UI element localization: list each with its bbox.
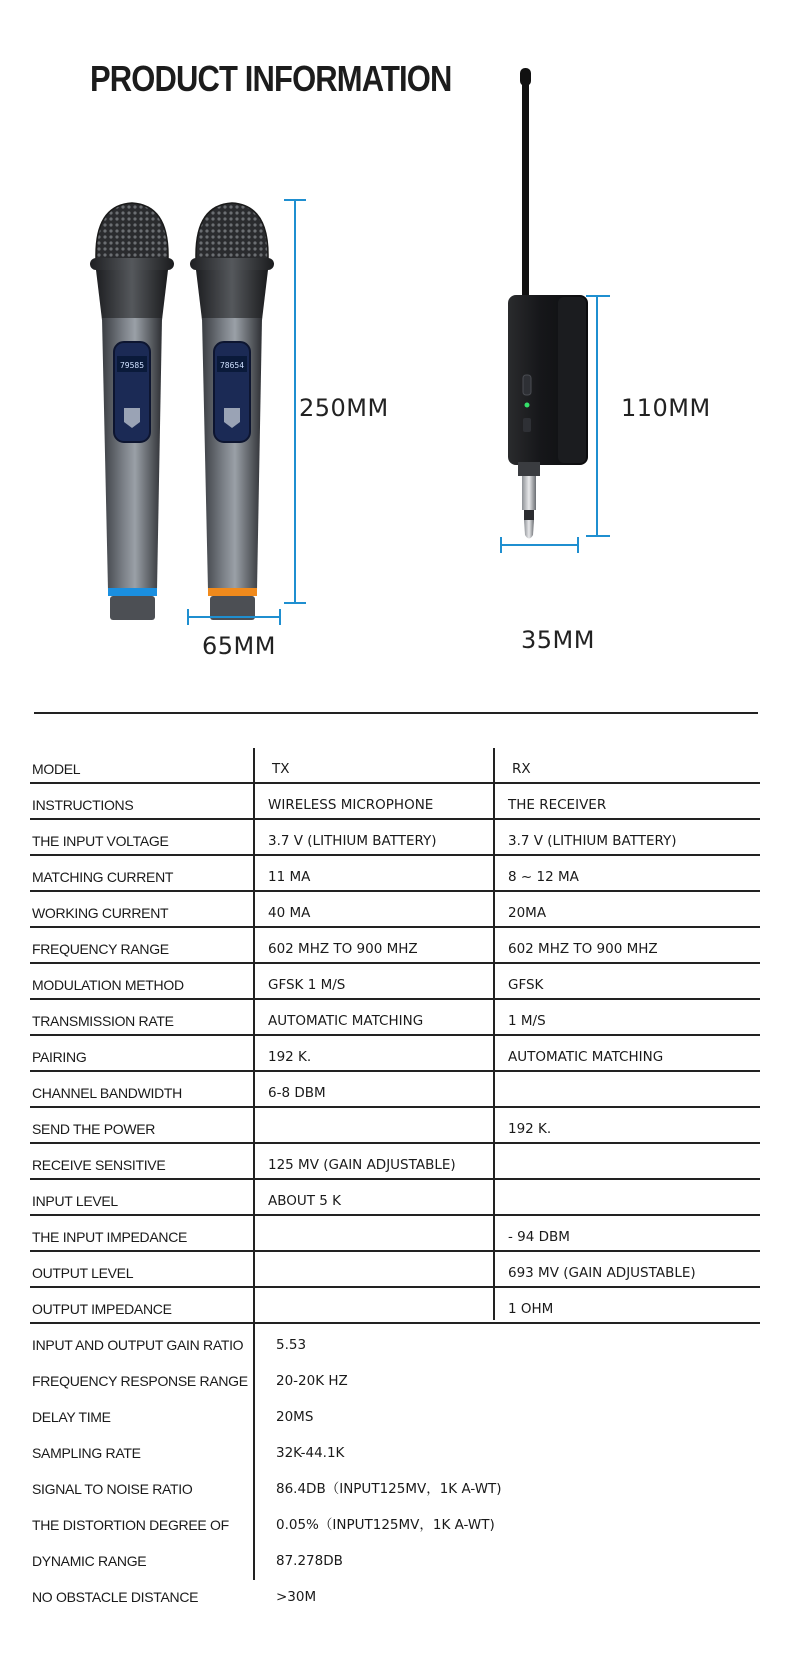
spec-value: 86.4DB（INPUT125MV，1K A-WT) <box>276 1481 502 1497</box>
spec-label: OUTPUT LEVEL <box>32 1265 134 1281</box>
spec-rx-value: AUTOMATIC MATCHING <box>508 1049 664 1065</box>
spec-value: >30M <box>276 1589 317 1605</box>
header-tx: TX <box>272 761 290 777</box>
table-row <box>30 892 760 928</box>
table-row <box>30 1252 760 1288</box>
spec-value: 87.278DB <box>276 1553 343 1569</box>
spec-label: DYNAMIC RANGE <box>32 1553 147 1569</box>
spec-rx-value: 1 M/S <box>508 1013 546 1029</box>
spec-label: CHANNEL BANDWIDTH <box>32 1085 182 1101</box>
spec-rx-value <box>502 1144 760 1178</box>
spec-rx-value: 3.7 V (LITHIUM BATTERY) <box>508 833 677 849</box>
spec-rx-value: 1 OHM <box>508 1301 554 1317</box>
spec-label: PAIRING <box>32 1049 87 1065</box>
spec-tx-value: 40 MA <box>268 905 311 921</box>
spec-label: NO OBSTACLE DISTANCE <box>32 1589 199 1605</box>
table-row <box>30 1576 760 1612</box>
spec-label: INPUT AND OUTPUT GAIN RATIO <box>32 1337 244 1353</box>
spec-label: FREQUENCY RANGE <box>32 941 169 957</box>
spec-tx-value <box>262 1216 502 1250</box>
spec-tx-value: GFSK 1 M/S <box>268 977 346 993</box>
spec-rx-value: 602 MHZ TO 900 MHZ <box>508 941 658 957</box>
spec-tx-value <box>262 1288 502 1322</box>
table-row <box>30 1000 760 1036</box>
spec-label: THE INPUT VOLTAGE <box>32 833 169 849</box>
spec-tx-value: 192 K. <box>268 1049 312 1065</box>
spec-value: 20MS <box>276 1409 314 1425</box>
spec-label: INPUT LEVEL <box>32 1193 118 1209</box>
spec-rx-value: - 94 DBM <box>508 1229 570 1245</box>
spec-rx-value: 192 K. <box>508 1121 552 1137</box>
spec-rx-value: GFSK <box>508 977 544 993</box>
table-row <box>30 928 760 964</box>
spec-label: MODULATION METHOD <box>32 977 184 993</box>
table-row <box>30 1396 760 1432</box>
spec-tx-value: WIRELESS MICROPHONE <box>268 797 434 813</box>
spec-rx-value: 8 ~ 12 MA <box>508 869 579 885</box>
spec-label: SAMPLING RATE <box>32 1445 141 1461</box>
spec-label: THE DISTORTION DEGREE OF <box>32 1517 229 1533</box>
table-row <box>30 964 760 1000</box>
table-row <box>30 1540 760 1576</box>
section-divider <box>34 712 758 714</box>
spec-label: FREQUENCY RESPONSE RANGE <box>32 1373 248 1389</box>
spec-label: SEND THE POWER <box>32 1121 156 1137</box>
mic-width-label: 65MM <box>202 632 276 660</box>
table-row <box>30 1180 760 1216</box>
spec-tx-value: 6-8 DBM <box>268 1085 326 1101</box>
table-row <box>30 1144 760 1180</box>
table-row <box>30 1324 760 1360</box>
table-row <box>30 1108 760 1144</box>
microphone-right <box>190 203 274 620</box>
table-row <box>30 1360 760 1396</box>
header-rx: RX <box>512 761 531 777</box>
spec-tx-value <box>262 1108 502 1142</box>
receiver-unit <box>508 68 588 539</box>
table-row <box>30 784 760 820</box>
spec-label: WORKING CURRENT <box>32 905 169 921</box>
spec-value: 32K-44.1K <box>276 1445 345 1461</box>
spec-label: OUTPUT IMPEDANCE <box>32 1301 172 1317</box>
product-hero <box>0 0 790 700</box>
spec-table <box>30 748 760 1612</box>
table-row <box>30 1072 760 1108</box>
spec-value: 5.53 <box>276 1337 307 1353</box>
page-title: PRODUCT INFORMATION <box>90 58 452 99</box>
receiver-height-label: 110MM <box>621 394 711 422</box>
spec-label: TRANSMISSION RATE <box>32 1013 174 1029</box>
product-illustration <box>0 0 790 700</box>
table-row <box>30 1288 760 1324</box>
table-row <box>30 1432 760 1468</box>
spec-tx-value: ABOUT 5 K <box>268 1193 342 1209</box>
spec-rx-value: 693 MV (GAIN ADJUSTABLE) <box>508 1265 696 1281</box>
table-row <box>30 820 760 856</box>
table-row <box>30 1216 760 1252</box>
spec-value: 20-20K HZ <box>276 1373 348 1389</box>
table-header-row <box>30 748 760 784</box>
table-row <box>30 1036 760 1072</box>
mic-right-display: 78654 <box>219 361 245 370</box>
spec-tx-value: 125 MV (GAIN ADJUSTABLE) <box>268 1157 456 1173</box>
spec-label: RECEIVE SENSITIVE <box>32 1157 166 1173</box>
spec-rx-value: 20MA <box>508 905 547 921</box>
spec-label: MATCHING CURRENT <box>32 869 174 885</box>
spec-tx-value: 602 MHZ TO 900 MHZ <box>268 941 418 957</box>
table-row <box>30 856 760 892</box>
header-label: MODEL <box>32 761 81 777</box>
table-row <box>30 1468 760 1504</box>
microphone-left <box>90 203 174 620</box>
spec-label: SIGNAL TO NOISE RATIO <box>32 1481 193 1497</box>
spec-tx-value: 3.7 V (LITHIUM BATTERY) <box>268 833 437 849</box>
spec-value: 0.05%（INPUT125MV，1K A-WT) <box>276 1517 495 1533</box>
table-row <box>30 1504 760 1540</box>
spec-label: INSTRUCTIONS <box>32 797 134 813</box>
spec-rx-value: THE RECEIVER <box>508 797 607 813</box>
spec-tx-value: 11 MA <box>268 869 311 885</box>
mic-left-display: 79585 <box>119 361 145 370</box>
spec-tx-value <box>262 1252 502 1286</box>
receiver-width-label: 35MM <box>521 626 595 654</box>
spec-label: THE INPUT IMPEDANCE <box>32 1229 188 1245</box>
spec-rx-value <box>502 1072 760 1106</box>
spec-tx-value: AUTOMATIC MATCHING <box>268 1013 424 1029</box>
mic-height-label: 250MM <box>299 394 389 422</box>
spec-rx-value <box>502 1180 760 1214</box>
spec-label: DELAY TIME <box>32 1409 111 1425</box>
